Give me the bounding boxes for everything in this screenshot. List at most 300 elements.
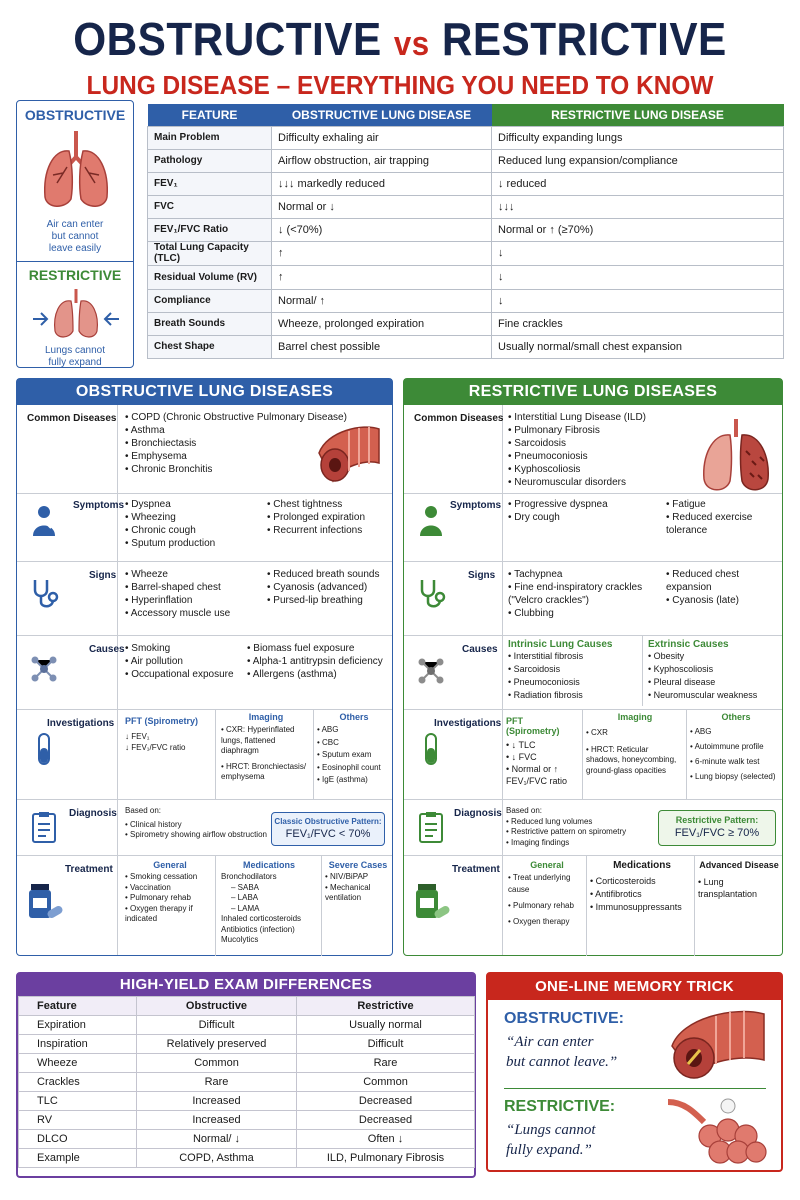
feature-cell: Inspiration: [19, 1035, 137, 1054]
label-causes: Causes: [462, 644, 498, 655]
obstructive-medications-column: [221, 860, 317, 946]
restrictive-advanced-column: [698, 860, 780, 900]
list-item: • Smoking: [125, 642, 255, 655]
narrowed-airway-icon: [664, 1006, 770, 1080]
general-list: [508, 872, 586, 928]
list-item: • CXR: [586, 728, 684, 739]
restrictive-cell: Usually normal/small chest expansion: [492, 335, 784, 358]
list-item: • Spirometry showing airflow obstruction: [125, 830, 275, 841]
restrictive-cell: Rare: [297, 1054, 475, 1073]
table-row: [19, 1111, 475, 1130]
list-item: • Occupational exposure: [125, 668, 255, 681]
list-item: • Oxygen therapy: [508, 916, 586, 928]
list-item: • Treat underlying cause: [508, 872, 586, 896]
list-item: • Imaging findings: [506, 838, 656, 849]
test-tube-icon: [414, 732, 448, 766]
list-item: • Pneumoconiosis: [508, 450, 688, 463]
restrictive-signs-list-b: [666, 568, 778, 607]
label-investigations: Investigations: [434, 718, 502, 729]
obstructive-cell: Common: [137, 1054, 297, 1073]
list-item: • Lung biopsy (selected): [690, 769, 782, 784]
list-item: Mucolytics: [221, 935, 259, 944]
obstructive-lungs-icon: [39, 127, 113, 213]
list-item: • Interstitial fibrosis: [508, 650, 640, 663]
imaging-heading: Imaging: [248, 712, 284, 722]
list-item: • Pleural disease: [648, 676, 780, 689]
high-yield-title: HIGH-YIELD EXAM DIFFERENCES: [18, 974, 474, 996]
medication-icon: [27, 882, 63, 922]
table-row: [148, 149, 784, 172]
label-causes: Causes: [89, 644, 125, 655]
label-signs: Signs: [89, 570, 117, 581]
restrictive-cell: Difficult: [297, 1035, 475, 1054]
pft-list: [506, 739, 578, 787]
list-item: • Chest tightness: [267, 498, 389, 511]
intrinsic-heading: Intrinsic Lung Causes: [508, 639, 613, 650]
list-item: • Fatigue: [666, 498, 778, 511]
restrictive-cell: ↓: [492, 241, 784, 265]
list-item: ↓ FEV₁/FVC ratio: [125, 742, 186, 752]
list-item: • Interstitial Lung Disease (ILD): [508, 411, 688, 424]
obstructive-diagnosis-text: [125, 806, 275, 841]
obstructive-imaging-column: [221, 712, 311, 783]
list-item: • Allergens (asthma): [247, 668, 391, 681]
table-row: [19, 1035, 475, 1054]
table-row: [19, 1130, 475, 1149]
list-item: • Oxygen therapy if indicated: [125, 904, 215, 925]
header-feature: FEATURE: [148, 104, 272, 126]
feature-cell: Total Lung Capacity (TLC): [148, 241, 272, 265]
stethoscope-icon: [27, 576, 61, 610]
medications-list: [221, 872, 317, 946]
feature-cell: Chest Shape: [148, 335, 272, 358]
title-restrictive: RESTRICTIVE: [441, 13, 727, 65]
restrictive-cell: Often ↓: [297, 1130, 475, 1149]
obstructive-panel-title: OBSTRUCTIVE LUNG DISEASES: [17, 379, 392, 405]
list-item: • ABG: [690, 724, 782, 739]
obstructive-causes-row: [17, 635, 392, 705]
list-item: • Reduced breath sounds: [267, 568, 391, 581]
list-item: • Kyphoscoliosis: [508, 463, 688, 476]
restrictive-intrinsic-column: [508, 639, 640, 702]
feature-cell: Main Problem: [148, 126, 272, 149]
intrinsic-list: [508, 650, 640, 702]
obstructive-general-column: [125, 860, 215, 925]
restrictive-cell: Decreased: [297, 1111, 475, 1130]
label-diagnosis: Diagnosis: [69, 808, 117, 819]
list-item: • NIV/BiPAP: [325, 872, 391, 883]
restrictive-cell: ↓: [492, 289, 784, 312]
table-row: [148, 126, 784, 149]
memory-restrictive-quote: [506, 1120, 596, 1160]
restrictive-diagnosis-text: [506, 806, 656, 848]
list-item: • Sarcoidosis: [508, 663, 640, 676]
list-item: • HRCT: Reticular shadows, honeycombing, ground-glass opacities: [586, 745, 684, 777]
label-investigations: Investigations: [47, 718, 115, 729]
list-item: • Normal or ↑ FEV₁/FVC ratio: [506, 763, 578, 787]
label-treatment: Treatment: [65, 864, 113, 875]
restrictive-causes-row: [404, 635, 782, 705]
table-row: [19, 1092, 475, 1111]
list-item: • Recurrent infections: [267, 524, 389, 537]
side-restrictive-title: RESTRICTIVE: [28, 267, 122, 283]
table-row: [19, 1073, 475, 1092]
label-treatment: Treatment: [452, 864, 500, 875]
restrictive-symptoms-list-a: [508, 498, 658, 524]
feature-cell: Residual Volume (RV): [148, 265, 272, 289]
restrictive-panel-title: RESTRICTIVE LUNG DISEASES: [404, 379, 782, 405]
restrictive-common-list: [508, 411, 688, 489]
obstructive-cell: ↑: [272, 241, 492, 265]
restrictive-signs-row: [404, 561, 782, 625]
memory-restrictive-label: RESTRICTIVE:: [504, 1098, 616, 1115]
column-divider: [686, 710, 687, 800]
page-title: [32, 12, 768, 66]
side-obstructive-title: OBSTRUCTIVE: [24, 107, 126, 123]
obstructive-cell: Difficult: [137, 1016, 297, 1035]
list-item: • Reduced chest expansion: [666, 568, 778, 594]
list-item: – LABA: [231, 893, 259, 902]
table-row: [148, 265, 784, 289]
obstructive-others-column: [317, 712, 391, 787]
molecule-icon: [27, 652, 61, 686]
list-item: – SABA: [231, 882, 260, 892]
list-item: • Chronic Bronchitis: [125, 463, 355, 476]
list-item: • Barrel-shaped chest: [125, 581, 265, 594]
list-item: • Pneumoconiosis: [508, 676, 640, 689]
list-item: • Fine end-inspiratory crackles ("Velcro crackles"): [508, 581, 654, 607]
imaging-heading: Imaging: [617, 712, 653, 722]
pft-list: [125, 732, 213, 753]
header-restrictive: RESTRICTIVE LUNG DISEASE: [492, 104, 784, 126]
obstructive-diseases-panel: [16, 378, 393, 956]
title-obstructive: OBSTRUCTIVE: [73, 13, 382, 65]
caption-line: leave easily: [48, 243, 102, 254]
restrictive-extrinsic-column: [648, 639, 780, 702]
restrictive-symptoms-row: [404, 493, 782, 551]
obstructive-signs-list-b: [267, 568, 391, 607]
list-item: • Biomass fuel exposure: [247, 642, 391, 655]
obstructive-pft-column: [125, 716, 213, 753]
label-common-diseases: Common Diseases: [414, 413, 504, 424]
list-item: • Cyanosis (late): [666, 594, 778, 607]
table-row: [19, 1016, 475, 1035]
list-item: • Pulmonary rehab: [125, 893, 215, 904]
restrictive-cell: Fine crackles: [492, 312, 784, 335]
caption-line: Air can enter: [46, 219, 104, 230]
quote-line: “Air can enter: [506, 1034, 594, 1050]
pft-heading: PFT (Spirometry): [506, 716, 560, 736]
others-heading: Others: [339, 712, 369, 722]
pft-heading: PFT (Spirometry): [125, 716, 199, 726]
memory-obstructive-label: OBSTRUCTIVE:: [504, 1010, 624, 1027]
column-divider: [215, 710, 216, 800]
high-yield-header-row: [19, 997, 475, 1016]
severe-heading: Severe Cases: [328, 860, 388, 870]
list-item: • ↓ FVC: [506, 751, 578, 763]
list-item: • Wheezing: [125, 511, 255, 524]
table-row: [148, 172, 784, 195]
table-row: [148, 312, 784, 335]
restrictive-signs-list-a: [508, 568, 654, 620]
table-row: [148, 289, 784, 312]
general-heading: General: [153, 860, 187, 870]
feature-cell: DLCO: [19, 1130, 137, 1149]
quote-line: fully expand.”: [506, 1142, 592, 1158]
quote-line: “Lungs cannot: [506, 1122, 596, 1138]
caption-line: Lungs cannot: [44, 345, 106, 356]
list-item: • Antifibrotics: [590, 888, 694, 901]
list-item: • Pursed-lip breathing: [267, 594, 391, 607]
list-item: • Reduced lung volumes: [506, 817, 656, 828]
obstructive-symptoms-list-b: [267, 498, 389, 537]
obstructive-pattern-box: [271, 812, 385, 846]
label-diagnosis: Diagnosis: [454, 808, 502, 819]
list-item: • Radiation fibrosis: [508, 689, 640, 702]
list-item: • Mechanical ventilation: [325, 883, 391, 904]
pattern-box-title: Classic Obstructive Pattern:: [274, 817, 382, 826]
restrictive-treatment-row: [404, 855, 782, 955]
list-item: • Restrictive pattern on spirometry: [506, 827, 656, 838]
list-item: Bronchodilators: [221, 872, 277, 881]
list-item: • Kyphoscoliosis: [648, 663, 780, 676]
list-item: • Accessory muscle use: [125, 607, 265, 620]
obstructive-signs-list-a: [125, 568, 265, 620]
page-subtitle: LUNG DISEASE – EVERYTHING YOU NEED TO KNOW: [86, 70, 714, 100]
table-row: [19, 1149, 475, 1168]
list-item: • Obesity: [648, 650, 780, 663]
obstructive-cell: Relatively preserved: [137, 1035, 297, 1054]
molecule-icon: [414, 654, 448, 688]
column-divider: [321, 856, 322, 956]
restrictive-general-column: [508, 860, 586, 928]
list-item: • IgE (asthma): [317, 774, 391, 787]
medications-list: [590, 875, 694, 914]
pattern-box-value: FEV₁/FVC < 70%: [285, 828, 371, 840]
list-item: • Wheeze: [125, 568, 265, 581]
list-item: • Sarcoidosis: [508, 437, 688, 450]
restrictive-cell: ILD, Pulmonary Fibrosis: [297, 1149, 475, 1168]
feature-cell: Crackles: [19, 1073, 137, 1092]
comparison-table: [147, 104, 784, 359]
list-item: • Alpha-1 antitrypsin deficiency: [247, 655, 391, 668]
list-item: • Eosinophil count: [317, 762, 391, 775]
list-item: • Sputum exam: [317, 749, 391, 762]
obstructive-cell: Increased: [137, 1092, 297, 1111]
others-heading: Others: [721, 712, 751, 722]
list-item: Antibiotics (infection): [221, 924, 295, 934]
table-row: [148, 218, 784, 241]
obstructive-treatment-row: [17, 855, 392, 955]
restrictive-cell: ↓ reduced: [492, 172, 784, 195]
obstructive-cell: Airflow obstruction, air trapping: [272, 149, 492, 172]
list-item: – LAMA: [231, 903, 260, 913]
severe-list: [325, 872, 391, 904]
list-item: • Tachypnea: [508, 568, 654, 581]
restrictive-cell: Usually normal: [297, 1016, 475, 1035]
general-heading: General: [530, 860, 564, 870]
quote-line: but cannot leave.”: [506, 1054, 618, 1070]
others-list: [317, 724, 391, 787]
obstructive-cell: Normal/ ↑: [272, 289, 492, 312]
obstructive-cell: ↓↓↓ markedly reduced: [272, 172, 492, 195]
obstructive-diagnosis-row: [17, 799, 392, 855]
list-item: • Pulmonary rehab: [508, 900, 586, 912]
medications-heading: Medications: [613, 860, 671, 871]
feature-cell: Pathology: [148, 149, 272, 172]
advanced-list: [698, 876, 780, 900]
column-divider: [586, 856, 587, 956]
list-item: • Sputum production: [125, 537, 255, 550]
restrictive-pft-column: [506, 716, 578, 787]
extrinsic-list: [648, 650, 780, 702]
feature-cell: TLC: [19, 1092, 137, 1111]
obstructive-symptoms-list-a: [125, 498, 255, 550]
table-row: [148, 241, 784, 265]
feature-cell: RV: [19, 1111, 137, 1130]
list-item: • Smoking cessation: [125, 872, 215, 883]
restrictive-cell: Common: [297, 1073, 475, 1092]
list-item: • Dyspnea: [125, 498, 255, 511]
label-symptoms: Symptoms: [450, 500, 502, 511]
high-yield-panel: [16, 972, 476, 1178]
column-divider: [694, 856, 695, 956]
page-header: [0, 0, 800, 100]
obstructive-causes-list-b: [247, 642, 391, 681]
high-yield-table: [18, 996, 475, 1168]
list-item: • Vaccination: [125, 883, 215, 894]
restrictive-cell: Normal or ↑ (≥70%): [492, 218, 784, 241]
feature-cell: Wheeze: [19, 1054, 137, 1073]
obstructive-cell: COPD, Asthma: [137, 1149, 297, 1168]
patient-icon: [414, 504, 448, 538]
table-row: [148, 335, 784, 358]
feature-cell: FEV₁/FVC Ratio: [148, 218, 272, 241]
list-item: • Bronchiectasis: [125, 437, 355, 450]
obstructive-cell: Rare: [137, 1073, 297, 1092]
list-item: • Lung transplantation: [698, 876, 780, 900]
side-restrictive-caption: [17, 345, 133, 369]
obstructive-cell: Wheeze, prolonged expiration: [272, 312, 492, 335]
fibrotic-lungs-icon: [696, 417, 776, 495]
restrictive-cell: ↓: [492, 265, 784, 289]
restrictive-diseases-panel: [403, 378, 783, 956]
list-item: • CBC: [317, 737, 391, 750]
list-item: • CXR: Hyperinflated lungs, flattened diaphragm: [221, 725, 311, 757]
column-divider: [642, 636, 643, 706]
table-row: [148, 195, 784, 218]
obstructive-symptoms-row: [17, 493, 392, 551]
list-item: • Chronic cough: [125, 524, 255, 537]
list-item: • Pulmonary Fibrosis: [508, 424, 688, 437]
table-row: [19, 1054, 475, 1073]
test-tube-icon: [27, 732, 61, 766]
list-item: • Air pollution: [125, 655, 255, 668]
restrictive-cell: ↓↓↓: [492, 195, 784, 218]
feature-cell: FVC: [148, 195, 272, 218]
obstructive-severe-column: [325, 860, 391, 904]
restrictive-others-column: [690, 712, 782, 784]
extrinsic-heading: Extrinsic Causes: [648, 639, 729, 650]
pattern-box-title: Restrictive Pattern:: [675, 815, 759, 825]
list-item: • Immunosuppressants: [590, 901, 694, 914]
memory-trick-panel: [486, 972, 783, 1172]
header-obstructive: OBSTRUCTIVE LUNG DISEASE: [272, 104, 492, 126]
obstructive-cell: Normal/ ↓: [137, 1130, 297, 1149]
list-item: • Cyanosis (advanced): [267, 581, 391, 594]
list-item: • 6-minute walk test: [690, 754, 782, 769]
others-list: [690, 724, 782, 784]
restrictive-diagnosis-row: [404, 799, 782, 855]
header-cell: Feature: [19, 997, 137, 1016]
restrictive-imaging-column: [586, 712, 684, 776]
list-item: • COPD (Chronic Obstructive Pulmonary Disease): [125, 411, 355, 424]
caption-line: but cannot: [51, 231, 99, 242]
restrictive-medications-column: [590, 860, 694, 914]
alveoli-icon: [664, 1092, 774, 1170]
obstructive-signs-row: [17, 561, 392, 625]
list-item: • Reduced exercise tolerance: [666, 511, 778, 537]
comparison-header-row: [148, 104, 784, 126]
list-item: • Hyperinflation: [125, 594, 265, 607]
obstructive-investigations-row: [17, 709, 392, 799]
list-item: • ABG: [317, 724, 391, 737]
list-item: • Asthma: [125, 424, 355, 437]
stethoscope-icon: [414, 576, 448, 610]
restrictive-symptoms-list-b: [666, 498, 778, 537]
list-item: ↓ FEV₁: [125, 732, 150, 741]
diagnosis-list: [125, 820, 275, 841]
list-item: • ↓ TLC: [506, 739, 578, 751]
general-list: [125, 872, 215, 925]
airway-tube-icon: [313, 419, 385, 485]
label-signs: Signs: [468, 570, 496, 581]
feature-cell: Example: [19, 1149, 137, 1168]
list-item: • HRCT: Bronchiectasis/ emphysema: [221, 762, 311, 783]
medications-heading: Medications: [242, 860, 295, 870]
diagnosis-intro: Based on:: [506, 806, 543, 815]
list-item: • Prolonged expiration: [267, 511, 389, 524]
list-item: • Progressive dyspnea: [508, 498, 658, 511]
advanced-heading: Advanced Disease: [699, 860, 779, 870]
imaging-list: [221, 725, 311, 783]
memory-obstructive-quote: [506, 1032, 617, 1072]
restrictive-cell: Reduced lung expansion/compliance: [492, 149, 784, 172]
restrictive-investigations-row: [404, 709, 782, 799]
clipboard-icon: [27, 810, 61, 844]
list-item: • Corticosteroids: [590, 875, 694, 888]
list-item: Inhaled corticosteroids: [221, 914, 302, 923]
caption-line: fully expand: [48, 357, 102, 368]
obstructive-cell: Barrel chest possible: [272, 335, 492, 358]
column-divider: [582, 710, 583, 800]
medication-icon: [414, 882, 450, 922]
header-cell: Restrictive: [297, 997, 475, 1016]
column-divider: [313, 710, 314, 800]
diagnosis-list: [506, 817, 656, 849]
patient-icon: [27, 504, 61, 538]
list-item: • Neuromuscular weakness: [648, 689, 780, 702]
restrictive-cell: Difficulty expanding lungs: [492, 126, 784, 149]
list-item: • Clubbing: [508, 607, 654, 620]
obstructive-cell: Normal or ↓: [272, 195, 492, 218]
side-obstructive-caption: [17, 219, 133, 255]
imaging-list: [586, 728, 684, 776]
side-illustration-panel: [16, 100, 134, 368]
side-divider: [17, 261, 133, 262]
memory-divider: [504, 1088, 766, 1089]
diagnosis-intro: Based on:: [125, 806, 162, 815]
